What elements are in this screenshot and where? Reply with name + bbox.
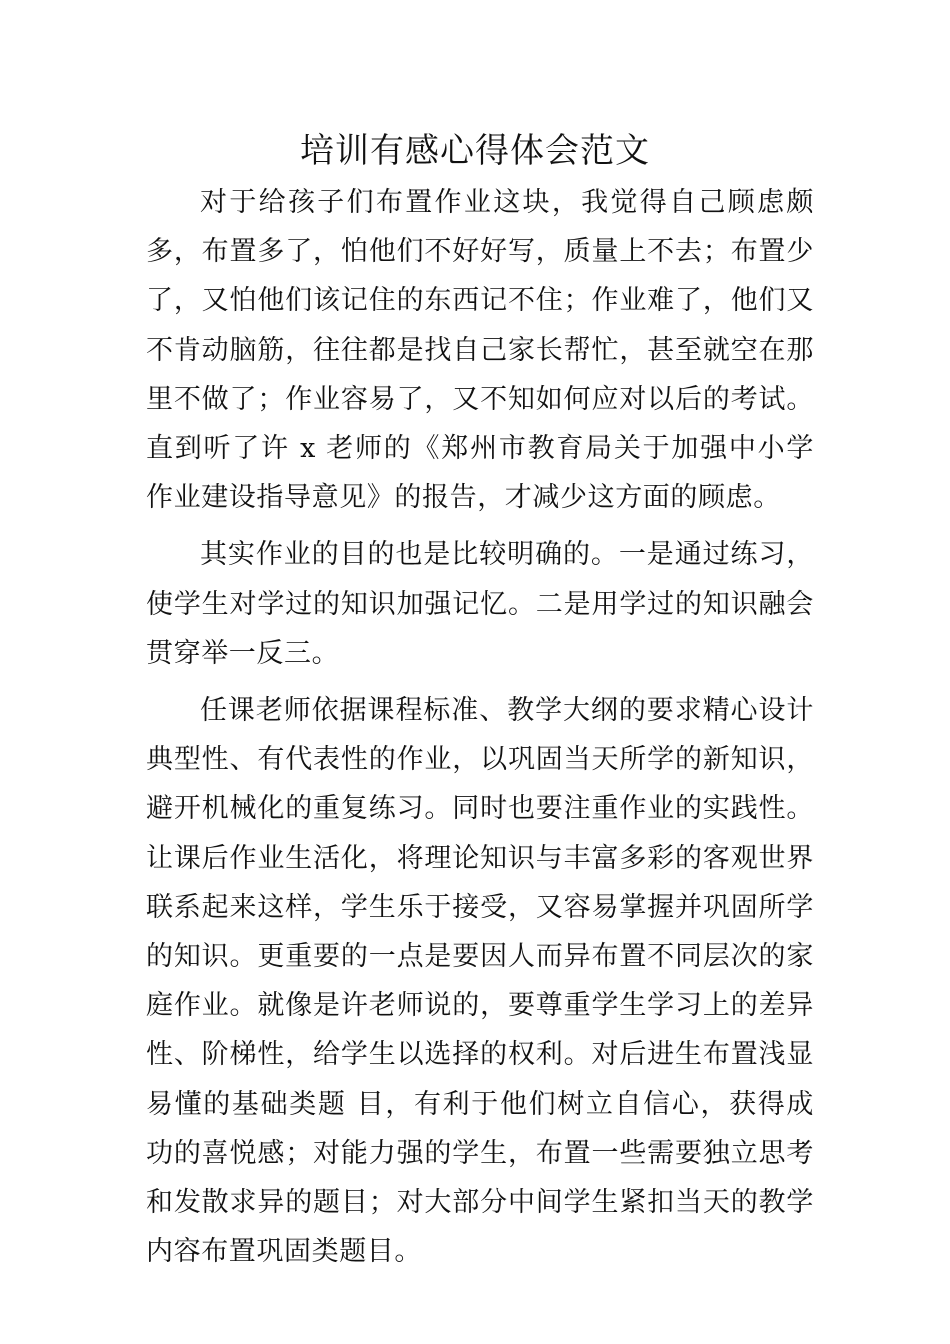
paragraph: 对于给孩子们布置作业这块，我觉得自己顾虑颇多，布置多了，怕他们不好好写，质量上不去；布置少了，又怕他们该记住的东西记不住；作业难了，他们又不肯动脑筋，往往都是找自己家长帮忙，甚至就空在那里不做了；作业容易了，又不知如何应对以后的考试。直到听了许 x 老师的《郑州市教育局关于加强中小学作业建设指导意见》的报告，才减少这方面的顾虑。 xyxy=(146,187,814,514)
document-title: 培训有感心得体会范文 xyxy=(300,131,650,171)
paragraph: 任课老师依据课程标准、教学大纲的要求精心设计典型性、有代表性的作业，以巩固当天所学的新知识，避开机械化的重复练习。同时也要注重作业的实践性。让课后作业生活化，将理论知识与丰富多彩的客观世界联系起来这样，学生乐于接受，又容易掌握并巩固所学的知识。更重要的一点是要因人而异布置不同层次的家庭作业。就像是许老师说的，要尊重学生学习上的差异性、阶梯性，给学生以选择的权利。对后进生布置浅显易懂的基础类题 目，有利于他们树立自信心，获得成功的喜悦感；对能力强的学生，布置一些需要独立思考和发散求异的题目；对大部分中间学生紧扣当天的教学内容布置巩固类题目。 xyxy=(146,695,814,1268)
paragraph: 其实作业的目的也是比较明确的。一是通过练习，使学生对学过的知识加强记忆。二是用学过的知识融会贯穿举一反三。 xyxy=(146,539,814,669)
document-body xyxy=(146,178,814,1284)
